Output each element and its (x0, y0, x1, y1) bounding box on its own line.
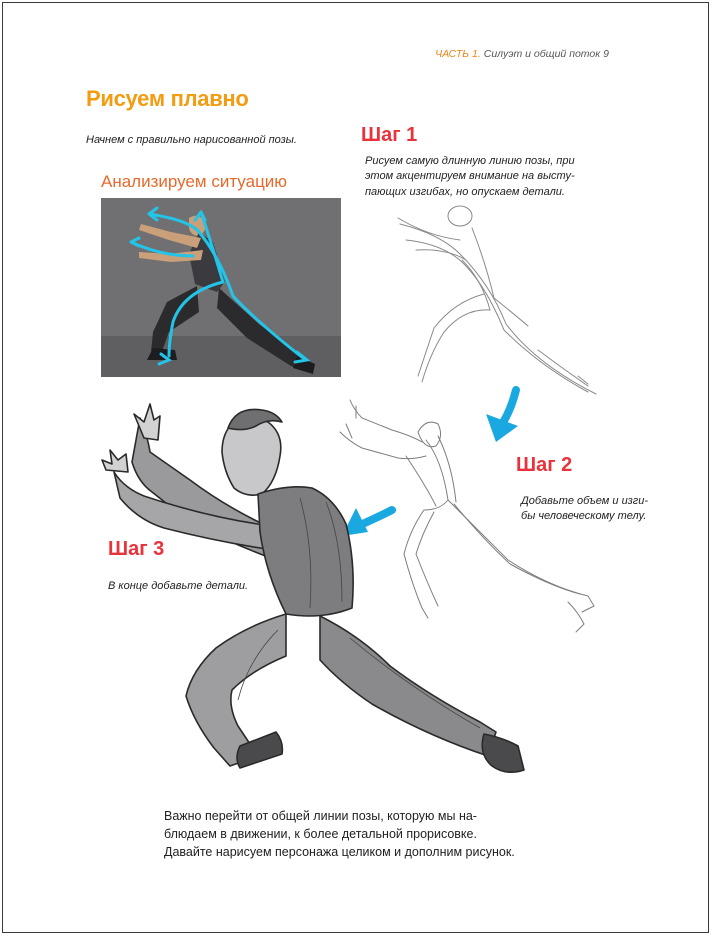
analyze-heading: Анализируем ситуацию (101, 172, 288, 191)
step3-text (108, 579, 268, 594)
step1-text (365, 154, 635, 200)
bottom-line: блюдаем в движении, к более детальной прорисовке. (164, 826, 477, 841)
step1-line: Рисуем самую длинную линию позы, при (365, 155, 575, 167)
step2-label: Шаг 2 (516, 454, 573, 476)
reference-photo (101, 198, 341, 377)
step3-line: В конце добавьте детали. (108, 580, 249, 592)
step2-line: Добавьте объем и изги- (521, 495, 649, 507)
step1-line: пающих изгибах, но опускаем детали. (365, 185, 565, 198)
bottom-line: Важно перейти от общей линии позы, которую мы на- (164, 809, 477, 823)
running-header (435, 48, 609, 60)
bottom-line: Давайте нарисуем персонажа целиком и дополним рисунок. (164, 844, 515, 859)
header-part: ЧАСТЬ 1. (435, 48, 481, 60)
header-chapter: Силуэт и общий поток (483, 48, 601, 60)
step2-text (521, 494, 671, 525)
intro-text: Начнем с правильно нарисованной позы. (86, 134, 297, 146)
page-title: Рисуем плавно (86, 86, 249, 111)
header-page-number: 9 (603, 48, 609, 60)
step1-line: этом акцентируем внимание на высту- (365, 170, 575, 183)
bottom-paragraph (164, 808, 544, 861)
step2-line: бы человеческому телу. (521, 510, 647, 523)
step1-label: Шаг 1 (361, 124, 418, 146)
step3-label: Шаг 3 (108, 538, 165, 560)
step1-sketch (388, 200, 608, 398)
